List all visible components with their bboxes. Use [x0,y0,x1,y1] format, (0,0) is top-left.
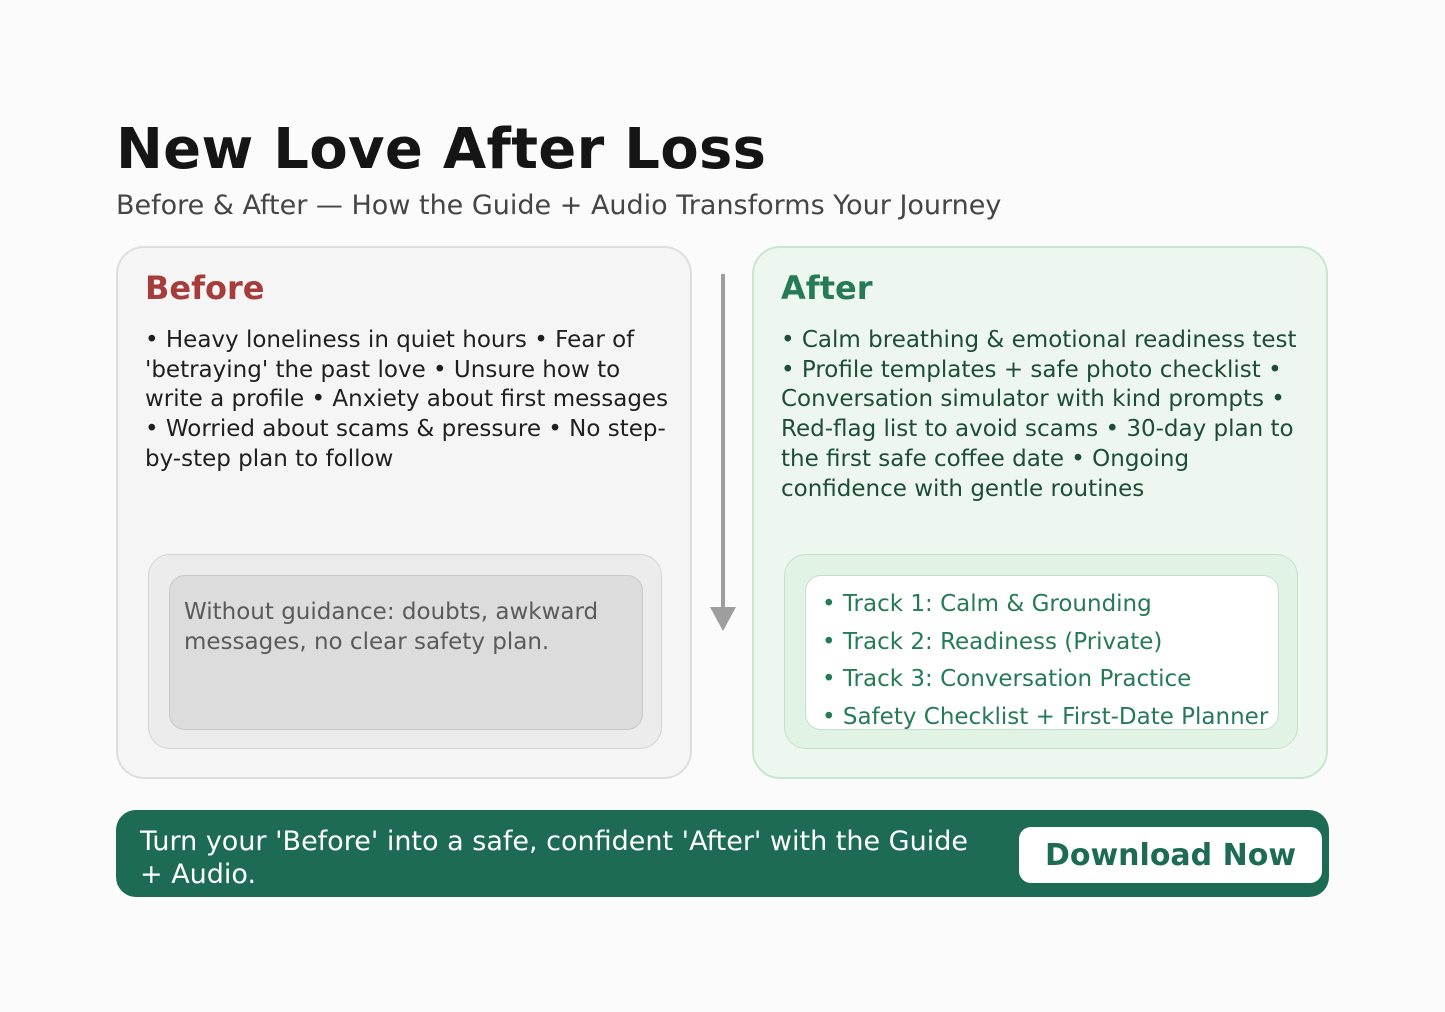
track-item: • Track 2: Readiness (Private) [822,628,1163,655]
after-tracks-card [805,575,1279,730]
after-panel [752,246,1328,779]
track-item: • Safety Checklist + First-Date Planner [822,703,1269,730]
down-arrow-icon [708,274,738,632]
page-subtitle: Before & After — How the Guide + Audio Transforms Your Journey [116,190,1002,221]
after-tracks-frame [784,554,1298,749]
before-note-text: Without guidance: doubts, awkward messages, no clear safety plan. [184,599,599,655]
track-item: • Track 3: Conversation Practice [822,666,1192,692]
download-now-button[interactable]: Download Now [1019,827,1322,883]
before-note-card [169,575,643,730]
before-note-frame [148,554,662,749]
after-list: • Calm breathing & emotional readiness test • Profile templates + safe photo checklist • Conversation simulator with kind prompts • Red-flag list to avoid scams • 30-day plan to the first safe coffee date • Ongoing confidence with gentle routines [781,327,1297,502]
cta-banner [116,810,1329,897]
page-title: New Love After Loss [116,117,767,182]
after-heading: After [781,269,873,307]
before-heading: Before [145,269,265,307]
track-item: • Track 1: Calm & Grounding [822,591,1152,617]
cta-text: Turn your 'Before' into a safe, confident 'After' with the Guide + Audio. [140,826,968,890]
before-panel [116,246,692,779]
before-list: • Heavy loneliness in quiet hours • Fear of 'betraying' the past love • Unsure how to write a profile • Anxiety about first messages • Worried about scams & pressure • No step-by-step plan to follow [145,327,669,472]
track-list [822,590,1272,732]
